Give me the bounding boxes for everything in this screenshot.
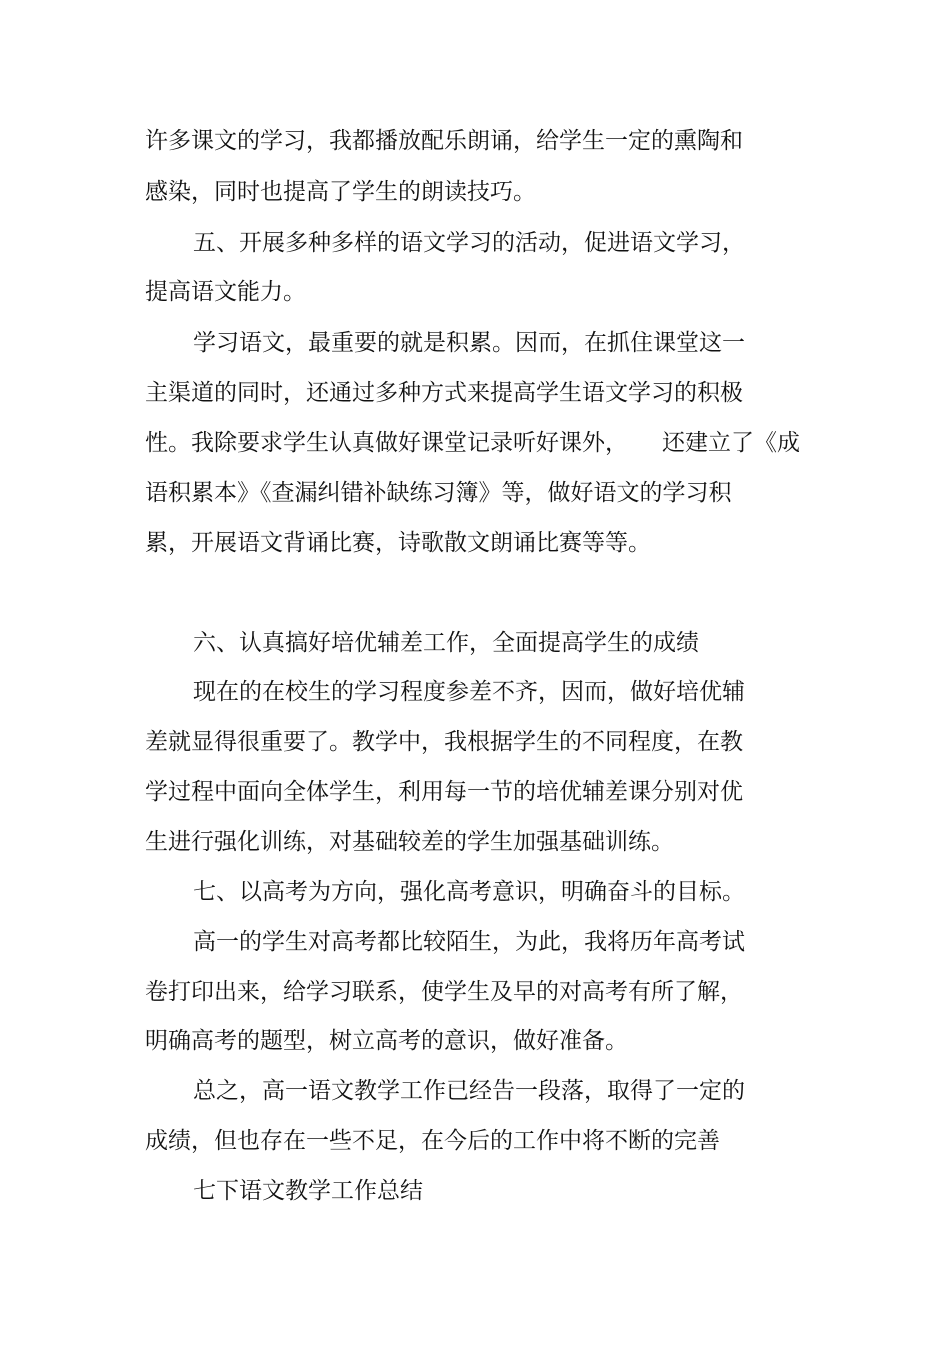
text-line: 性。我除要求学生认真做好课堂记录听好课外， (145, 430, 628, 456)
section-heading: 五、开展多种多样的语文学习的活动，促进语文学习， (193, 230, 745, 256)
text-line: 感染，同时也提高了学生的朗读技巧。 (145, 179, 536, 205)
text-line: 学过程中面向全体学生，利用每一节的培优辅差课分别对优 (145, 779, 743, 805)
paragraph-start: 学习语文，最重要的就是积累。因而，在抓住课堂这一 (193, 330, 745, 356)
text-line: 许多课文的学习，我都播放配乐朗诵，给学生一定的熏陶和 (145, 128, 743, 154)
paragraph-start: 高一的学生对高考都比较陌生，为此，我将历年高考试 (193, 929, 745, 955)
text-line: 生进行强化训练，对基础较差的学生加强基础训练。 (145, 829, 674, 855)
text-line: 明确高考的题型，树立高考的意识，做好准备。 (145, 1028, 628, 1054)
text-line: 成绩，但也存在一些不足，在今后的工作中将不断的完善 (145, 1128, 720, 1154)
text-line: 累，开展语文背诵比赛，诗歌散文朗诵比赛等等。 (145, 530, 651, 556)
paragraph-start: 现在的在校生的学习程度参差不齐，因而，做好培优辅 (193, 679, 745, 705)
section-heading: 七、以高考为方向，强化高考意识，明确奋斗的目标。 (193, 879, 745, 905)
text-line: 卷打印出来，给学习联系，使学生及早的对高考有所了解， (145, 979, 743, 1005)
paragraph-start: 总之，高一语文教学工作已经告一段落，取得了一定的 (193, 1078, 745, 1104)
document-title: 七下语文教学工作总结 (193, 1178, 423, 1204)
text-line: 提高语文能力。 (145, 279, 306, 305)
text-line-continuation: 还建立了《成 (662, 430, 800, 456)
section-heading: 六、认真搞好培优辅差工作，全面提高学生的成绩 (193, 630, 699, 656)
text-line: 差就显得很重要了。教学中，我根据学生的不同程度，在教 (145, 729, 743, 755)
text-line: 主渠道的同时，还通过多种方式来提高学生语文学习的积极 (145, 380, 743, 406)
text-line: 语积累本》《查漏纠错补缺练习簿》等，做好语文的学习积 (145, 480, 732, 506)
